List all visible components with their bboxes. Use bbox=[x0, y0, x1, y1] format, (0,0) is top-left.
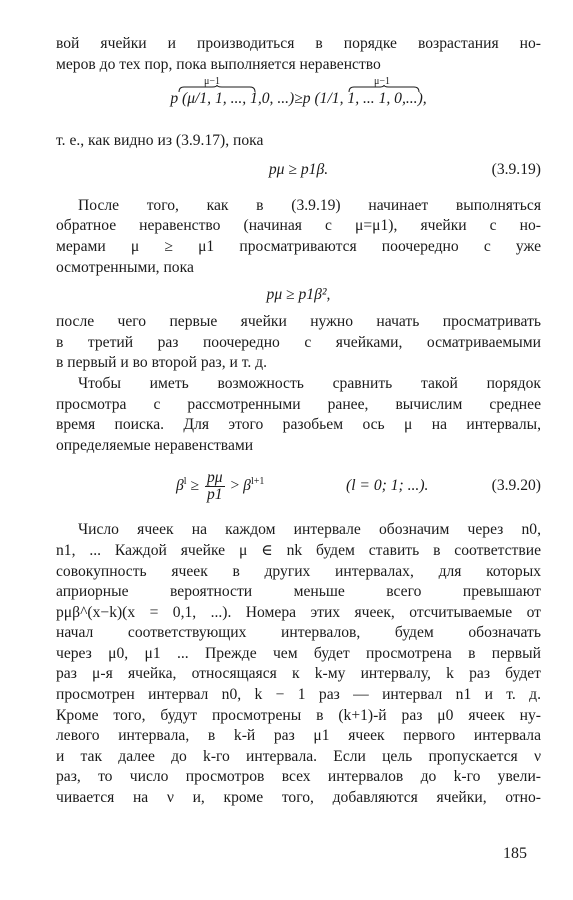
beta-left: β bbox=[176, 477, 184, 495]
text-line: обратное неравенство (начиная с μ=μ1), ячейки с но- bbox=[56, 217, 541, 235]
text-line: чивается на ν и, кроме того, добавляются ячейки, отно- bbox=[56, 789, 541, 807]
gt-sign: > bbox=[230, 477, 240, 495]
equation-number: (3.9.19) bbox=[491, 160, 541, 178]
equation-number: (3.9.20) bbox=[491, 477, 541, 495]
formula-text: pμ ≥ p1β², bbox=[266, 286, 331, 304]
text-line: осмотренными, пока bbox=[56, 258, 194, 276]
text-line: априорные вероятности меньше всего превышают bbox=[56, 583, 541, 601]
text-line: и так далее до k-го интервала. Если цель пропускается ν bbox=[56, 747, 541, 765]
formula-3 bbox=[56, 278, 541, 312]
text-line: в первый и во второй раз, и т. д. bbox=[56, 354, 268, 372]
text-line: время поиска. Для этого разобьем ось μ на интервалы, bbox=[56, 416, 541, 434]
text-line: т. е., как видно из (3.9.17), пока bbox=[56, 132, 264, 150]
text-line: Кроме того, будут просмотрены в (k+1)-й раз μ0 ячеек ну- bbox=[56, 706, 541, 724]
text-line: Чтобы иметь возможность сравнить такой порядок bbox=[78, 374, 541, 392]
condition: (l = 0; 1; ...). bbox=[346, 477, 429, 495]
brace-label-left: μ−1 bbox=[204, 76, 221, 88]
page-content bbox=[56, 34, 541, 809]
text-line: вой ячейки и производиться в порядке возрастания но- bbox=[56, 35, 541, 52]
text-line: левого интервала, в k-й раз μ1 ячеек первого интервала bbox=[56, 727, 541, 745]
text-line: После того, как в (3.9.19) начинает выполняться bbox=[78, 196, 541, 214]
overbrace-left bbox=[178, 85, 256, 93]
exp-right: l+1 bbox=[250, 476, 265, 488]
text-line: раз μ-я ячейка, относящаяся к k-му интервалу, k раз будет bbox=[56, 665, 541, 683]
beta-right: β bbox=[243, 477, 251, 495]
fraction-num: pμ bbox=[206, 469, 223, 487]
formula-2 bbox=[56, 152, 541, 188]
formula-text: p (μ/1, 1, ..., 1,0, ...)≥p (1/1, 1, ... 1, 0,...), bbox=[170, 90, 427, 108]
brace-label-right: μ−1 bbox=[374, 76, 391, 88]
text-line: n1, ... Каждой ячейке μ ∈ nk будем ставить в соответствие bbox=[56, 541, 541, 559]
text-line: меров до тех пор, пока выполняется неравенство bbox=[56, 55, 381, 73]
text-line: определяемые неравенствами bbox=[56, 436, 254, 454]
formula-1 bbox=[56, 75, 541, 131]
text-line: просмотрен интервал n0, k − 1 раз — интервал n1 и т. д. bbox=[56, 686, 541, 704]
text-line: в третий раз поочередно с ячейками, осматриваемыми bbox=[56, 333, 541, 351]
text-line: мерами μ ≥ μ1 просматриваются поочередно с уже bbox=[56, 237, 541, 255]
text-line: просмотра с рассмотренными ранее, вычислим среднее bbox=[56, 395, 541, 413]
fraction-den: p1 bbox=[206, 486, 223, 504]
page-number: 185 bbox=[503, 845, 527, 862]
formula-text: pμ ≥ p1β. bbox=[268, 160, 329, 178]
text-line: после чего первые ячейки нужно начать просматривать bbox=[56, 313, 541, 331]
text-line: через μ0, μ1 ... Прежде чем будет просмотрена в первый bbox=[56, 644, 541, 662]
fraction bbox=[205, 470, 225, 503]
text-line: pμβ^(x−k)(x = 0,1, ...). Номера этих ячеек, отсчитываемые от bbox=[56, 603, 541, 621]
text-line: совокупность ячеек в других интервалах, для которых bbox=[56, 562, 541, 580]
overbrace-right bbox=[348, 85, 420, 93]
exp-left: l bbox=[183, 476, 187, 488]
text-line: начал соответствующих интервалов, будем обозначать bbox=[56, 624, 541, 642]
formula-4 bbox=[56, 456, 541, 516]
text-line: Число ячеек на каждом интервале обозначим через n0, bbox=[78, 521, 541, 539]
text-line: раз, то число просмотров всех интервалов до k-го увели- bbox=[56, 768, 541, 786]
geq-sign: ≥ bbox=[190, 477, 200, 495]
